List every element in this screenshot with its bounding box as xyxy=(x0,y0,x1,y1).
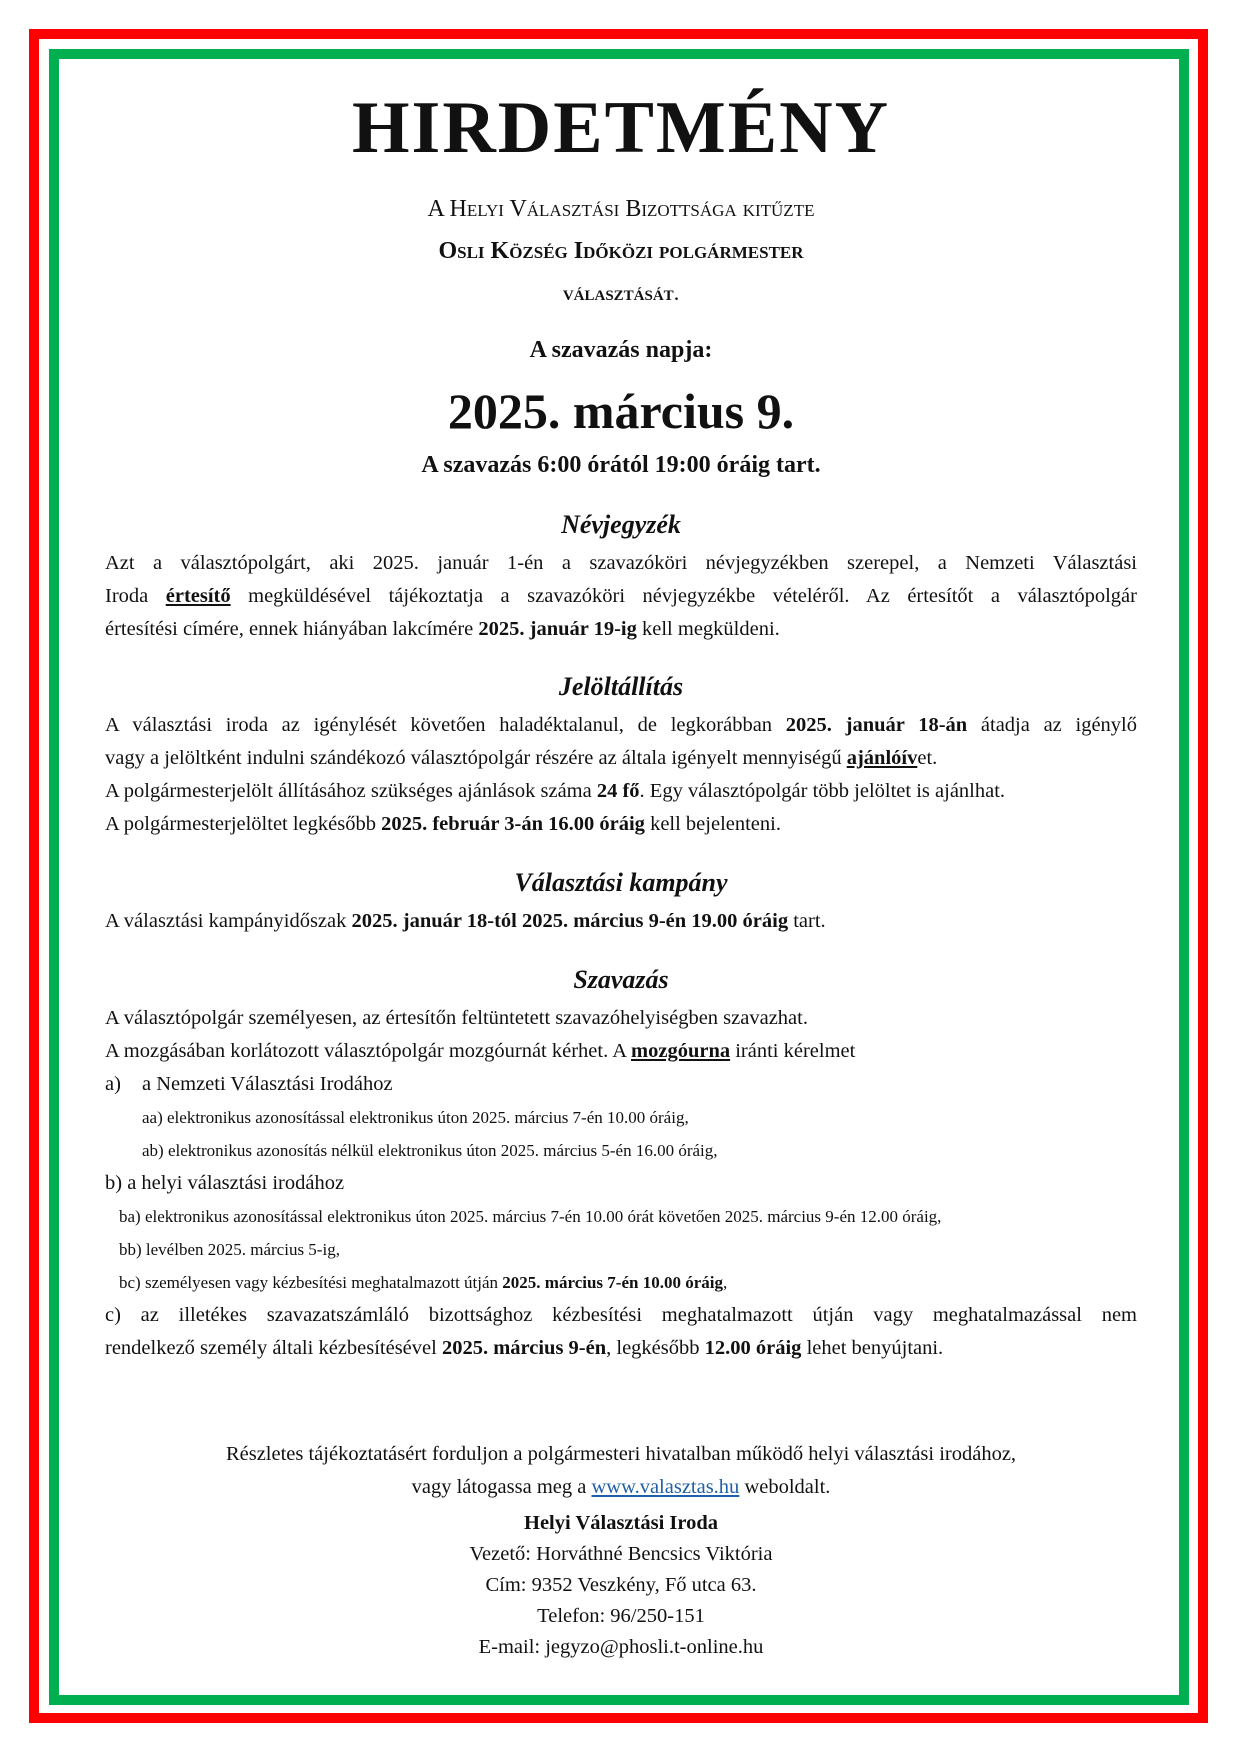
text-line xyxy=(105,709,1137,742)
list-item-c: c) az illetékes szavazatszámláló bizottsághoz kézbesítési meghatalmazott útján vagy meghatalmazással nem xyxy=(105,1304,1137,1326)
text-line xyxy=(105,613,1137,646)
text-line xyxy=(105,742,1137,775)
issuer-line: A Helyi Választási Bizottsága kitűzte xyxy=(427,196,815,222)
list-item-bb: bb) levélben 2025. március 5-ig, xyxy=(119,1240,340,1259)
list-marker: a) xyxy=(105,1073,121,1095)
section-body-kampany xyxy=(105,905,1137,938)
period: . xyxy=(673,280,680,305)
contact-block xyxy=(105,1508,1137,1663)
text: weboldalt. xyxy=(739,1476,831,1498)
voting-day-label: A szavazás napja: xyxy=(529,337,713,363)
deadline: 2025. február 3-án 16.00 óráig xyxy=(381,813,645,835)
text: . Egy választópolgár több jelöltet is ajánlhat. xyxy=(639,780,1006,802)
text-line xyxy=(105,905,1137,938)
text: kell bejelenteni. xyxy=(644,813,781,835)
office-phone: Telefon: 96/250-151 xyxy=(537,1605,705,1627)
deadline: 12.00 óráig xyxy=(704,1337,802,1359)
text: vagy látogassa meg a xyxy=(411,1476,592,1498)
text: , legkésőbb xyxy=(606,1337,705,1359)
election-name-word: választását xyxy=(562,280,674,305)
election-name: Osli Község Időközi polgármester xyxy=(438,238,804,264)
text: a Nemzeti Választási Irodához xyxy=(142,1073,393,1095)
period: 2025. január 18-tól 2025. március 9-én 19.00 óráig xyxy=(351,910,789,932)
list-item-ba: ba) elektronikus azonosítással elektronikus úton 2025. március 7-én 10.00 órát követően 2025. március 9-én 12.00 óráig, xyxy=(119,1207,942,1226)
mozgourna-term: mozgóurna xyxy=(631,1040,731,1062)
ertesito-term: értesítő xyxy=(165,585,231,607)
section-heading-jeloltallitas: Jelöltállítás xyxy=(558,672,684,701)
section-body-szavazas xyxy=(105,1002,1137,1365)
text-line xyxy=(105,580,1137,613)
info-line: Részletes tájékoztatásért forduljon a polgármesteri hivatalban működő helyi választási irodához, xyxy=(225,1443,1017,1465)
text-line xyxy=(105,1332,1137,1365)
text: , xyxy=(722,1273,728,1292)
list-item-ab: ab) elektronikus azonosítás nélkül elektronikus úton 2025. március 5-én 16.00 óráig, xyxy=(142,1141,718,1160)
office-name: Helyi Választási Iroda xyxy=(524,1512,718,1534)
section-heading-nevjegyzek: Névjegyzék xyxy=(561,510,681,539)
text-line xyxy=(105,808,1137,841)
text: kell megküldeni. xyxy=(636,618,780,640)
list-item-b: b) a helyi választási irodához xyxy=(105,1172,345,1194)
info-line xyxy=(105,1471,1137,1504)
ajanloiv-term: ajánlóív xyxy=(846,747,918,769)
text: átadja az igénylő xyxy=(967,714,1137,736)
text-line xyxy=(105,1035,1137,1068)
text: iránti kérelmet xyxy=(730,1040,856,1062)
deadline: 2025. január 19-ig xyxy=(478,618,637,640)
text: A választási iroda az igénylését követően haladéktalanul, de legkorábban xyxy=(105,714,786,736)
text: A polgármesterjelölt állításához szükséges ajánlások száma xyxy=(105,780,597,802)
text-line: A választópolgár személyesen, az értesítőn feltüntetett szavazóhelyiségben szavazhat. xyxy=(105,1007,808,1029)
list-item-a xyxy=(105,1068,1137,1101)
text: értesítési címére, ennek hiányában lakcímére xyxy=(105,618,479,640)
deadline: 2025. március 7-én 10.00 óráig xyxy=(502,1273,723,1292)
section-heading-kampany: Választási kampány xyxy=(514,868,728,897)
office-address: Cím: 9352 Veszkény, Fő utca 63. xyxy=(485,1574,757,1596)
date: 2025. március 9-én xyxy=(441,1337,607,1359)
count: 24 fő xyxy=(596,780,640,802)
valasztas-link[interactable]: www.valasztas.hu xyxy=(591,1476,740,1498)
section-body-jeloltallitas xyxy=(105,709,1137,841)
office-leader: Vezető: Horváthné Bencsics Viktória xyxy=(469,1543,773,1565)
info-footer xyxy=(105,1438,1137,1504)
date: 2025. január 18-án xyxy=(785,714,968,736)
election-name-cont xyxy=(105,280,1137,306)
text: megküldésével tájékoztatja a szavazóköri névjegyzékbe vételéről. Az értesítőt a választópolgár xyxy=(230,585,1137,607)
office-email: E-mail: jegyzo@phosli.t-online.hu xyxy=(478,1636,764,1658)
section-heading-szavazas: Szavazás xyxy=(573,965,669,994)
voting-date: 2025. március 9. xyxy=(447,383,795,439)
voting-hours: A szavazás 6:00 órától 19:00 óráig tart. xyxy=(421,452,821,478)
text: vagy a jelöltként indulni szándékozó választópolgár részére az általa igényelt mennyiségű xyxy=(105,747,847,769)
text: bc) személyesen vagy kézbesítési meghatalmazott útján xyxy=(119,1273,503,1292)
text: A választási kampányidőszak xyxy=(105,910,352,932)
text: tart. xyxy=(788,910,826,932)
text: rendelkező személy általi kézbesítésével xyxy=(105,1337,442,1359)
text: A mozgásában korlátozott választópolgár mozgóurnát kérhet. A xyxy=(105,1040,632,1062)
list-item-bc xyxy=(105,1266,1137,1299)
text: A polgármesterjelöltet legkésőbb xyxy=(105,813,382,835)
text-line xyxy=(105,775,1137,808)
text: Iroda xyxy=(105,585,166,607)
section-body-nevjegyzek xyxy=(105,547,1137,646)
text-line: Azt a választópolgárt, aki 2025. január 1-én a szavazóköri névjegyzékben szerepel, a Nemzeti Választási xyxy=(105,552,1137,574)
text: et. xyxy=(917,747,938,769)
text: lehet benyújtani. xyxy=(801,1337,944,1359)
page-title: HIRDETMÉNY xyxy=(351,87,891,169)
list-item-aa: aa) elektronikus azonosítással elektronikus úton 2025. március 7-én 10.00 óráig, xyxy=(142,1108,689,1127)
